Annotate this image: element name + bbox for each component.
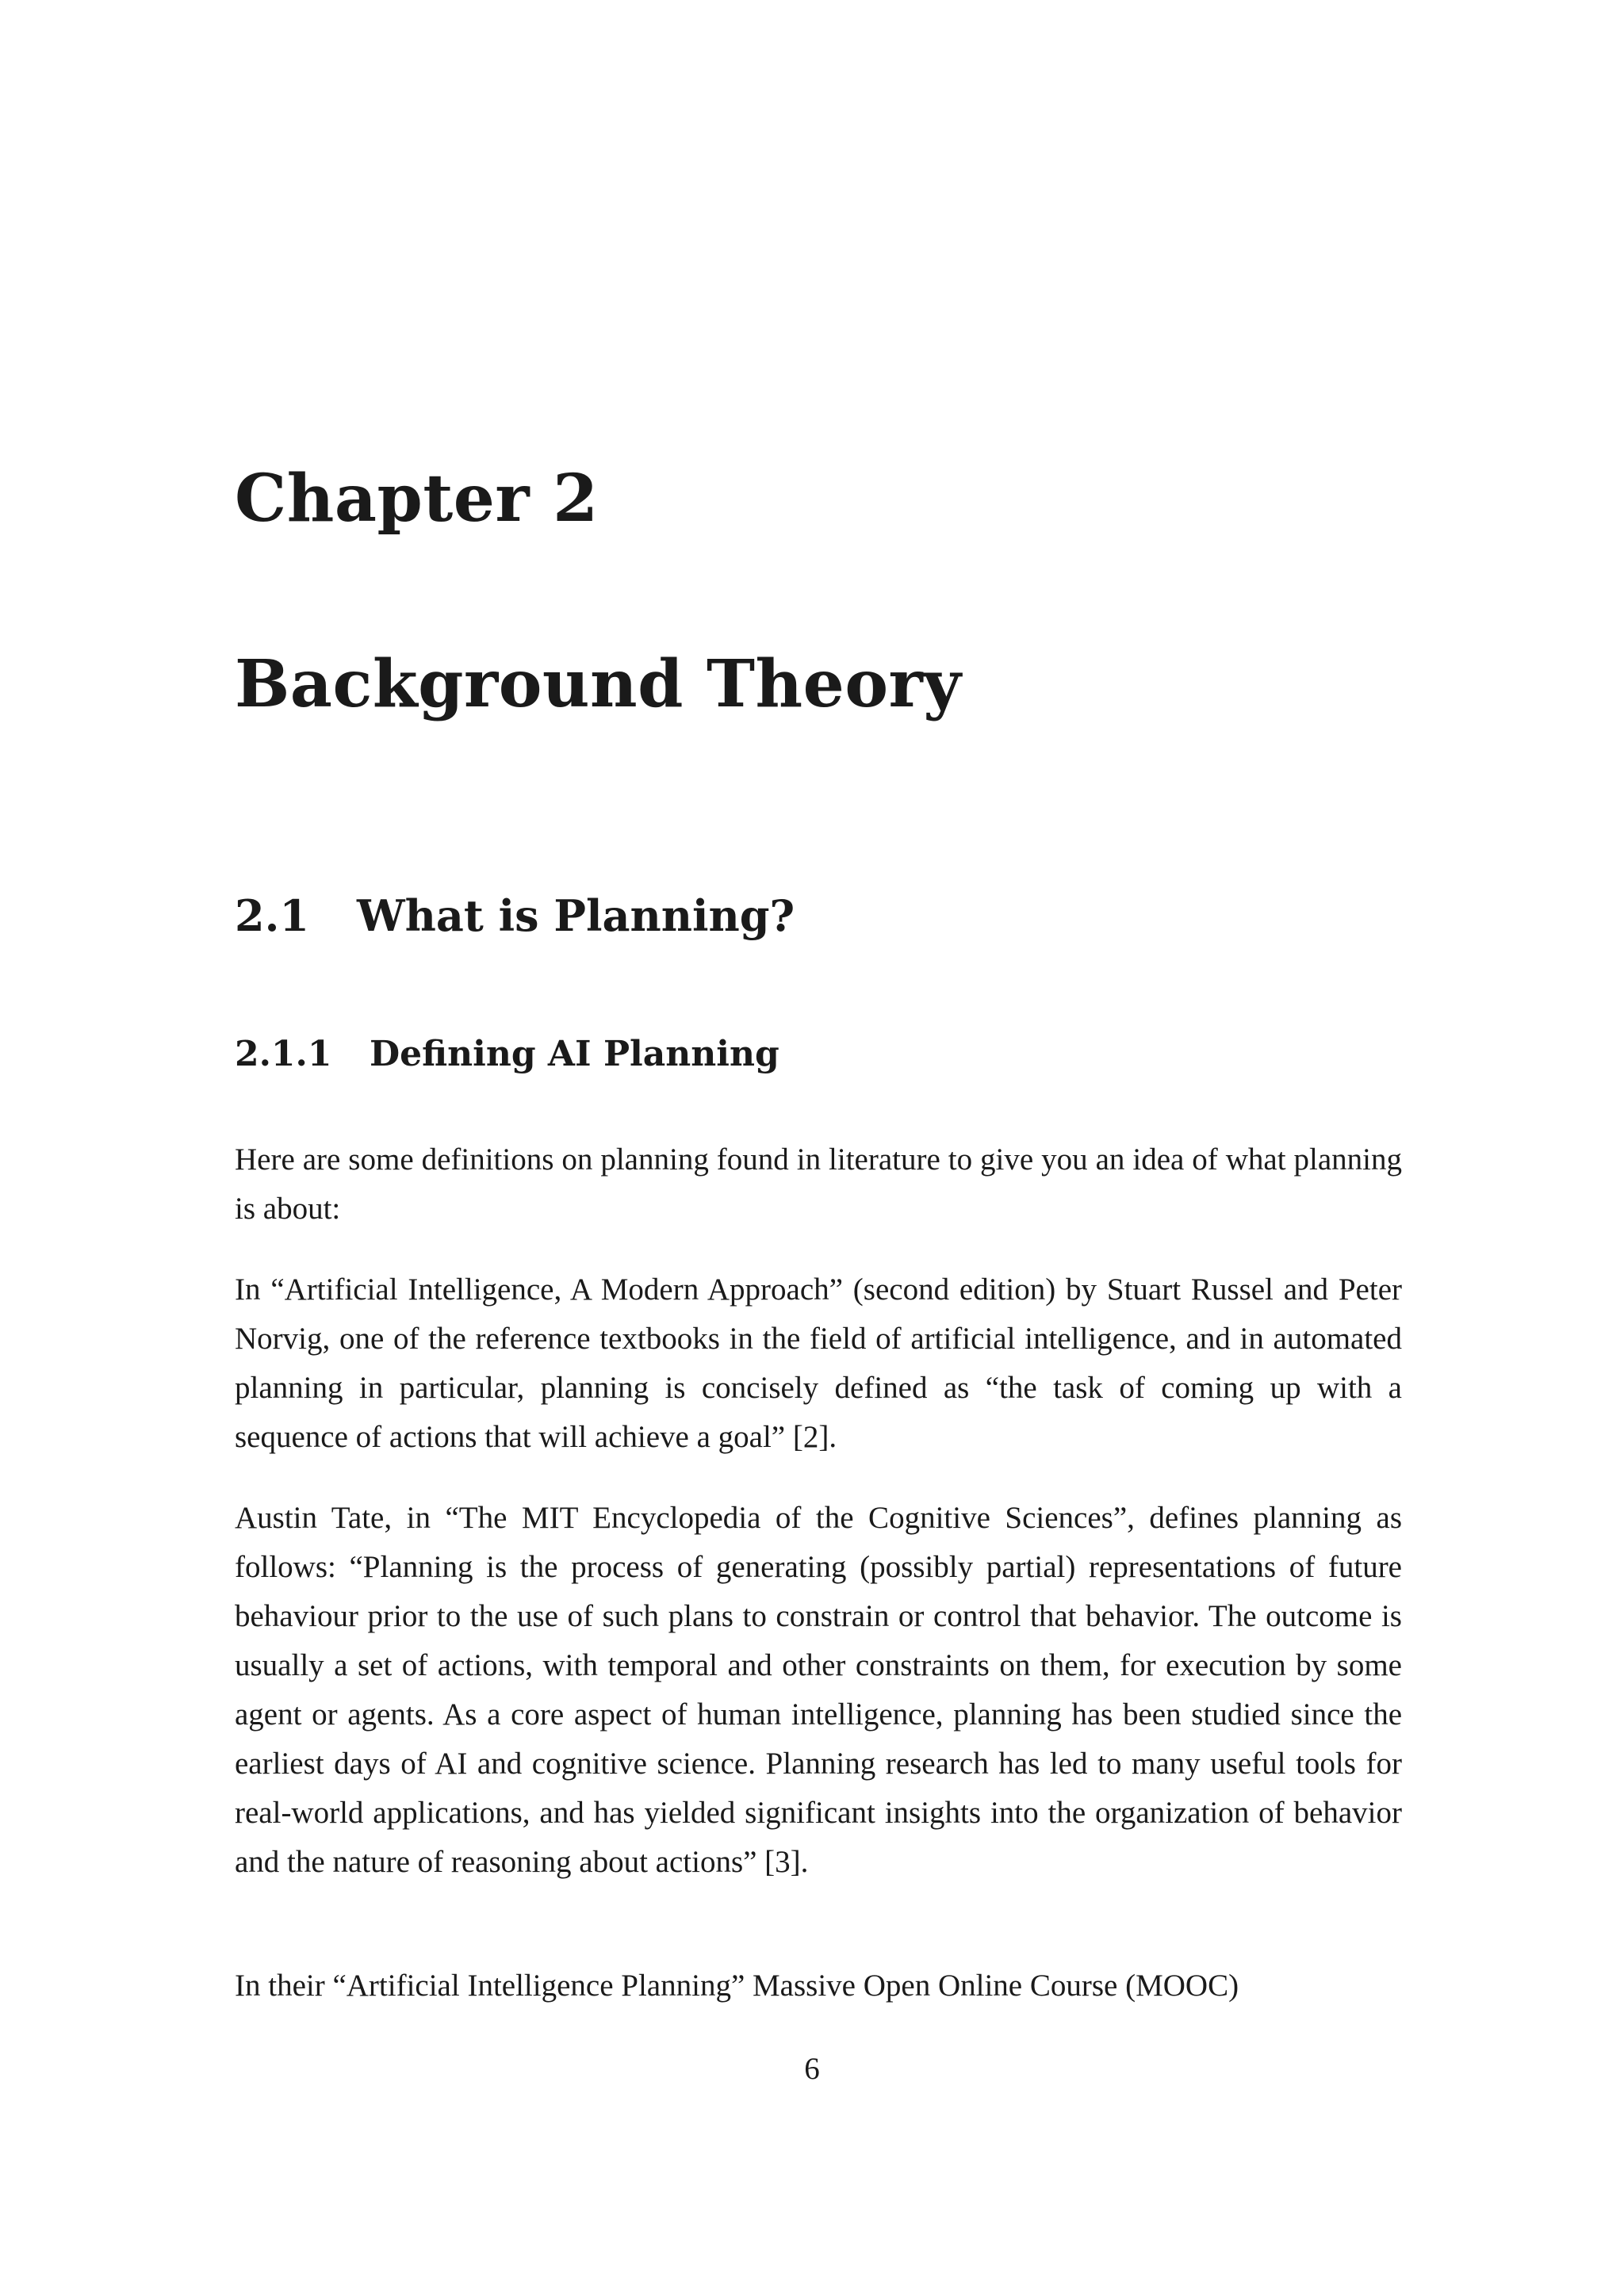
subsection-heading	[235, 1034, 779, 1074]
page-number: 6	[804, 2052, 820, 2086]
paragraph-intro: Here are some definitions on planning found in literature to give you an idea of what planning is about:	[235, 1142, 1402, 1226]
section-number: 2.1	[235, 890, 309, 941]
paragraph-mooc: In their “Artificial Intelligence Planning” Massive Open Online Course (MOOC)	[235, 1969, 1239, 2003]
section-title: What is Planning?	[357, 890, 795, 941]
subsection-number: 2.1.1	[235, 1034, 332, 1074]
chapter-title: Background Theory	[235, 646, 962, 722]
section-heading	[235, 890, 795, 941]
paragraph-russel-norvig: In “Artificial Intelligence, A Modern Approach” (second edition) by Stuart Russel and Peter Norvig, one of the reference textbooks in the field of artificial intelligence, and in automated planning in particular, planning is concisely defined as “the task of coming up with a sequence of actions that will achieve a goal” [2].	[235, 1272, 1402, 1454]
paragraph-austin-tate: Austin Tate, in “The MIT Encyclopedia of the Cognitive Sciences”, defines planning as follows: “Planning is the process of generating (possibly partial) representations of future behaviour prior to the use of such plans to constrain or control that behavior. The outcome is usually a set of actions, with temporal and other constraints on them, for execution by some agent or agents. As a core aspect of human intelligence, planning has been studied since the earliest days of AI and cognitive science. Planning research has led to many useful tools for real-world applications, and has yielded significant insights into the organization of behavior and the nature of reasoning about actions” [3].	[235, 1501, 1402, 1879]
chapter-label: Chapter 2	[235, 461, 599, 537]
subsection-title: Defining AI Planning	[370, 1034, 779, 1074]
